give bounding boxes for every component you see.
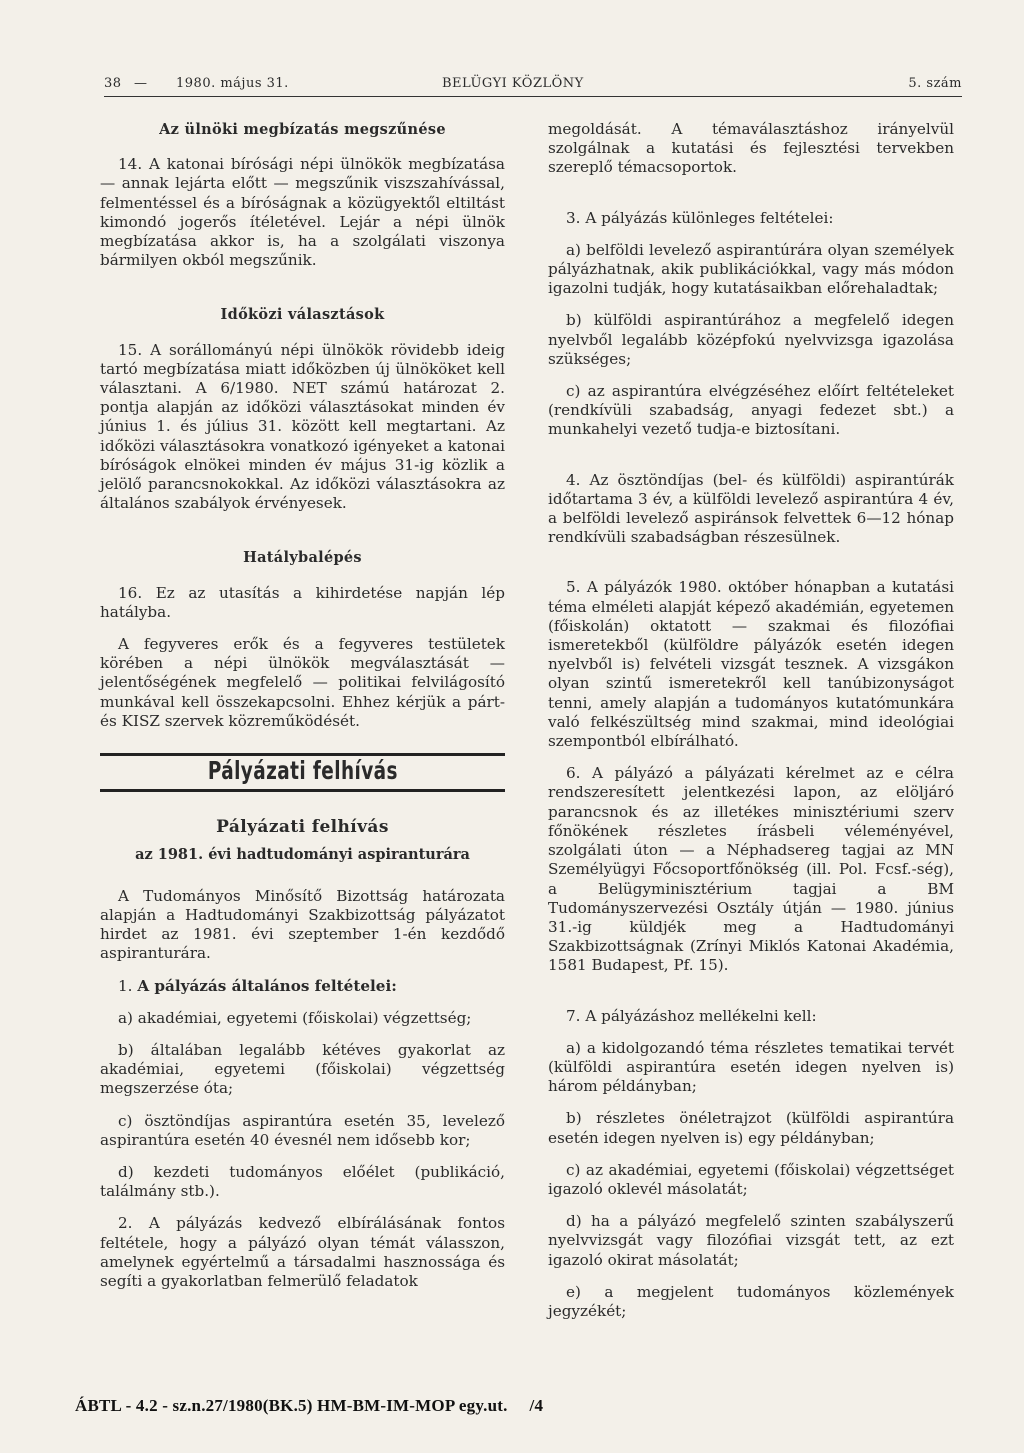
condition-1-heading	[100, 977, 505, 996]
paragraph-14: 14. A katonai bírósági népi ülnökök megbízatása — annak lejárta előtt — megszűnik viszszahívással, felmentéssel és a bíróságnak a közügyektől eltiltást kimondó jogerős ítéletével. Lejár a népi ülnök megbízatása akkor is, ha a szolgálati viszonya bármilyen okból megszűnik.	[100, 155, 505, 270]
attachments-heading: 7. A pályázáshoz mellékelni kell:	[566, 1006, 817, 1025]
banner-title: Pályázati felhívás	[207, 756, 398, 786]
call-for-applications-banner	[100, 753, 505, 792]
condition-4: 4. Az ösztöndíjas (bel- és külföldi) aspirantúrák időtartama 3 év, a külföldi levelező aspirantúra 4 év, a belföldi levelező aspiránsok felvettek 6—12 hónap rendkívüli szabadságban részesülnek.	[548, 470, 954, 547]
publication-title: BELÜGYI KÖZLÖNY	[442, 76, 584, 91]
archive-page-suffix: /4	[529, 1396, 544, 1415]
left-column	[100, 120, 505, 1304]
condition-6: 6. A pályázó a pályázati kérelmet az e célra rendszeresített jelentkezési lapon, az elöljáró parancsnok és az illetékes minisztériumi szerv főnökének részletes írásbeli véleményével, szolgálati úton — a Néphadsereg tagjai az MN Személyügyi Főcsoportfőnökség (ill. Pol. Fcsf.-ség), a Belügyminisztérium tagjai a BM Tudományszervezési Osztály útján — 1980. június 31.-ig küldjék meg a Hadtudományi Szakbizottságnak (Zrínyi Miklós Katonai Akadémia, 1581 Budapest, Pf. 15).	[548, 764, 954, 975]
section-heading: Hatálybalépés	[243, 549, 362, 567]
archive-reference-footer	[75, 1396, 543, 1416]
issue-date: 1980. május 31.	[176, 76, 289, 91]
condition-3b: b) külföldi aspirantúrához a megfelelő idegen nyelvből legalább középfokú nyelvvizsga igazolása szükséges;	[548, 311, 954, 368]
condition-3a: a) belföldi levelező aspirantúrára olyan személyek pályázhatnak, akik publikációkkal, vagy más módon igazolni tudják, hogy kutatásaikban előrehaladtak;	[548, 240, 954, 298]
attachment-b: b) részletes önéletrajzot (külföldi aspirantúra esetén idegen nyelven is) egy példányban;	[548, 1109, 954, 1147]
condition-1-number: 1.	[118, 976, 133, 995]
right-column	[548, 120, 954, 1334]
condition-2-continued: megoldását. A témaválasztáshoz irányelvül szolgálnak a kutatási és fejlesztési tervekben szereplő témacsoportok.	[548, 120, 954, 177]
condition-3c: c) az aspirantúra elvégzéséhez előírt feltételeket (rendkívüli szabadság, anyagi fedezet sbt.) a munkahelyi vezető tudja-e biztosítani.	[548, 382, 954, 439]
condition-2: 2. A pályázás kedvező elbírálásának fontos feltétele, hogy a pályázó olyan témát válasszon, amelynek egyértelmű a társadalmi hasznossága és segíti a gyakorlatban felmerülő feladatok	[100, 1214, 505, 1290]
condition-1a: a) akadémiai, egyetemi (főiskolai) végzettség;	[118, 1008, 472, 1027]
call-title: Pályázati felhívás	[216, 817, 389, 838]
paragraph-15: 15. A sorállományú népi ülnökök rövidebb ideig tartó megbízatása miatt időközben új ülnököket kell választani. A 6/1980. NET számú határozat 2. pontja alapján az időközi választásokat minden év június 1. és július 31. között kell megtartani. Az időközi választásokra vonatkozó igényeket a katonai bíróságok elnökei minden év május 31-ig közlik a jelölő parancsnokokkal. Az időközi választásokra az általános szabályok érvényesek.	[100, 340, 505, 513]
archive-reference: ÁBTL - 4.2 - sz.n.27/1980(BK.5) HM-BM-IM-MOP egy.ut.	[75, 1396, 508, 1415]
attachment-a: a) a kidolgozandó téma részletes tematikai tervét (külföldi aspirantúra esetén idegen nyelven is) három példányban;	[548, 1038, 954, 1096]
call-subtitle: az 1981. évi hadtudományi aspiranturára	[135, 846, 470, 864]
attachment-e: e) a megjelent tudományos közlemények jegyzékét;	[548, 1282, 954, 1320]
condition-1-title: A pályázás általános feltételei:	[137, 976, 397, 995]
paragraph-16: 16. Ez az utasítás a kihirdetése napján lép hatályba.	[100, 583, 505, 621]
intro-paragraph: A Tudományos Minősítő Bizottság határozata alapján a Hadtudományi Szakbizottság pályázatot hirdet az 1981. évi szeptember 1-én kezdődő aspiranturára.	[100, 886, 505, 963]
issue-number: 5. szám	[908, 76, 962, 91]
header-dash: —	[134, 76, 148, 91]
condition-5: 5. A pályázók 1980. október hónapban a kutatási téma elméleti alapját képező akadémián, egyetemen (főiskolán) oktatott — szakmai és filozófiai ismeretekből (külföldre pályázók esetén idegen nyelvből is) felvételi vizsgát tesznek. A vizsgákon olyan szintű ismeretekről kell tanúbizonyságot tenni, amely alapján a tudományos kutatómunkára való felkészültség mind szakmai, mind ideológiai szempontból elbírálható.	[548, 578, 954, 751]
section-heading: Az ülnöki megbízatás megszűnése	[159, 121, 446, 138]
condition-1b: b) általában legalább kétéves gyakorlat az akadémiai, egyetemi (főiskolai) végzettség megszerzése óta;	[100, 1040, 505, 1098]
paragraph-16b: A fegyveres erők és a fegyveres testületek körében a népi ülnökök megválasztását — jelentőségének megfelelő — politikai felvilágosító munkával kell összekapcsolni. Ehhez kérjük a párt- és KISZ szervek közreműködését.	[100, 635, 505, 730]
page-number: 38	[104, 76, 122, 91]
condition-1c: c) ösztöndíjas aspirantúra esetén 35, levelező aspirantúra esetén 40 évesnél nem idősebb kor;	[100, 1111, 505, 1149]
section-heading: Időközi választások	[220, 306, 385, 324]
condition-1d: d) kezdeti tudományos előélet (publikáció, találmány stb.).	[100, 1162, 505, 1201]
attachment-c: c) az akadémiai, egyetemi (főiskolai) végzettséget igazoló oklevél másolatát;	[548, 1160, 954, 1198]
condition-3-heading: 3. A pályázás különleges feltételei:	[566, 208, 834, 227]
page-header	[104, 74, 962, 97]
attachment-d: d) ha a pályázó megfelelő szinten szabályszerű nyelvvizsgát vagy filozófiai vizsgát tett, az ezt igazoló okirat másolatát;	[548, 1212, 954, 1269]
